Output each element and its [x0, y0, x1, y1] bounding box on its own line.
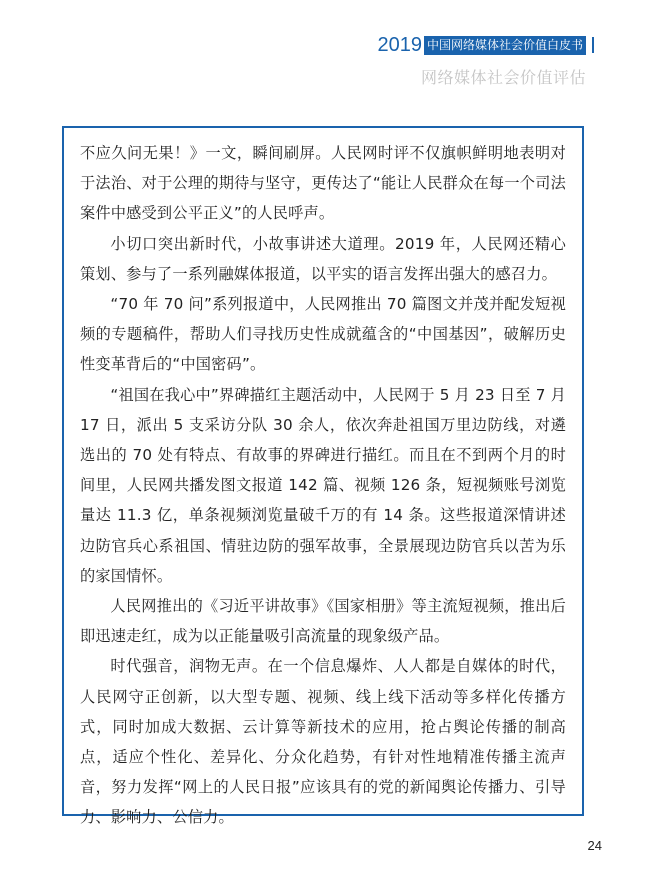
section-title: 网络媒体社会价值评估 [420, 68, 586, 87]
page-number: 24 [587, 838, 602, 853]
header-year: 2019 [377, 33, 422, 56]
paragraph: 人民网推出的《习近平讲故事》《国家相册》等主流短视频，推出后即迅速走红，成为以正能量吸引高流量的现象级产品。 [80, 597, 566, 646]
paragraph: “祖国在我心中”界碑描红主题活动中，人民网于 5 月 23 日至 7 月 17 日，派出 5 支采访分队 30 余人，依次奔赴祖国万里边防线，对遴选出的 70 处有特点、有故事的界碑进行描红。而且在不到两个月的时间里，人民网共播发图文报道 142 篇、视频 126 条，短视频账号浏览量达 11.3 亿，单条视频浏览量破千万的有 14 条。这些报道深情讲述边防官兵心系祖国、情驻边防的强军故事，全景展现边防官兵以苦为乐的家国情怀。 [80, 385, 566, 585]
paragraph: “70 年 70 问”系列报道中，人民网推出 70 篇图文并茂并配发短视频的专题稿件，帮助人们寻找历史性成就蕴含的“中国基因”，破解历史性变革背后的“中国密码”。 [80, 295, 566, 374]
paragraph: 时代强音，润物无声。在一个信息爆炸、人人都是自媒体的时代，人民网守正创新，以大型专题、视频、线上线下活动等多样化传播方式，同时加成大数据、云计算等新技术的应用，抢占舆论传播的制高点，适应个性化、差异化、分众化趋势，有针对性地精准传播主流声音，努力发挥“网上的人民日报”应该具有的党的新闻舆论传播力、引导力、影响力、公信力。 [80, 657, 566, 827]
paragraph: 小切口突出新时代，小故事讲述大道理。2019 年，人民网还精心策划、参与了一系列融媒体报道，以平实的语言发挥出强大的感召力。 [80, 234, 566, 283]
content-box [62, 126, 584, 827]
paragraph: 不应久问无果！》一文，瞬间刷屏。人民网时评不仅旗帜鲜明地表明对于法治、对于公理的期待与坚守，更传达了“能让人民群众在每一个司法案件中感受到公平正义”的人民呼声。 [80, 144, 566, 223]
publication-title: 中国网络媒体社会价值白皮书 [424, 36, 586, 55]
header-title-row [377, 34, 594, 56]
running-header [377, 34, 594, 88]
header-divider-bar [592, 37, 594, 53]
